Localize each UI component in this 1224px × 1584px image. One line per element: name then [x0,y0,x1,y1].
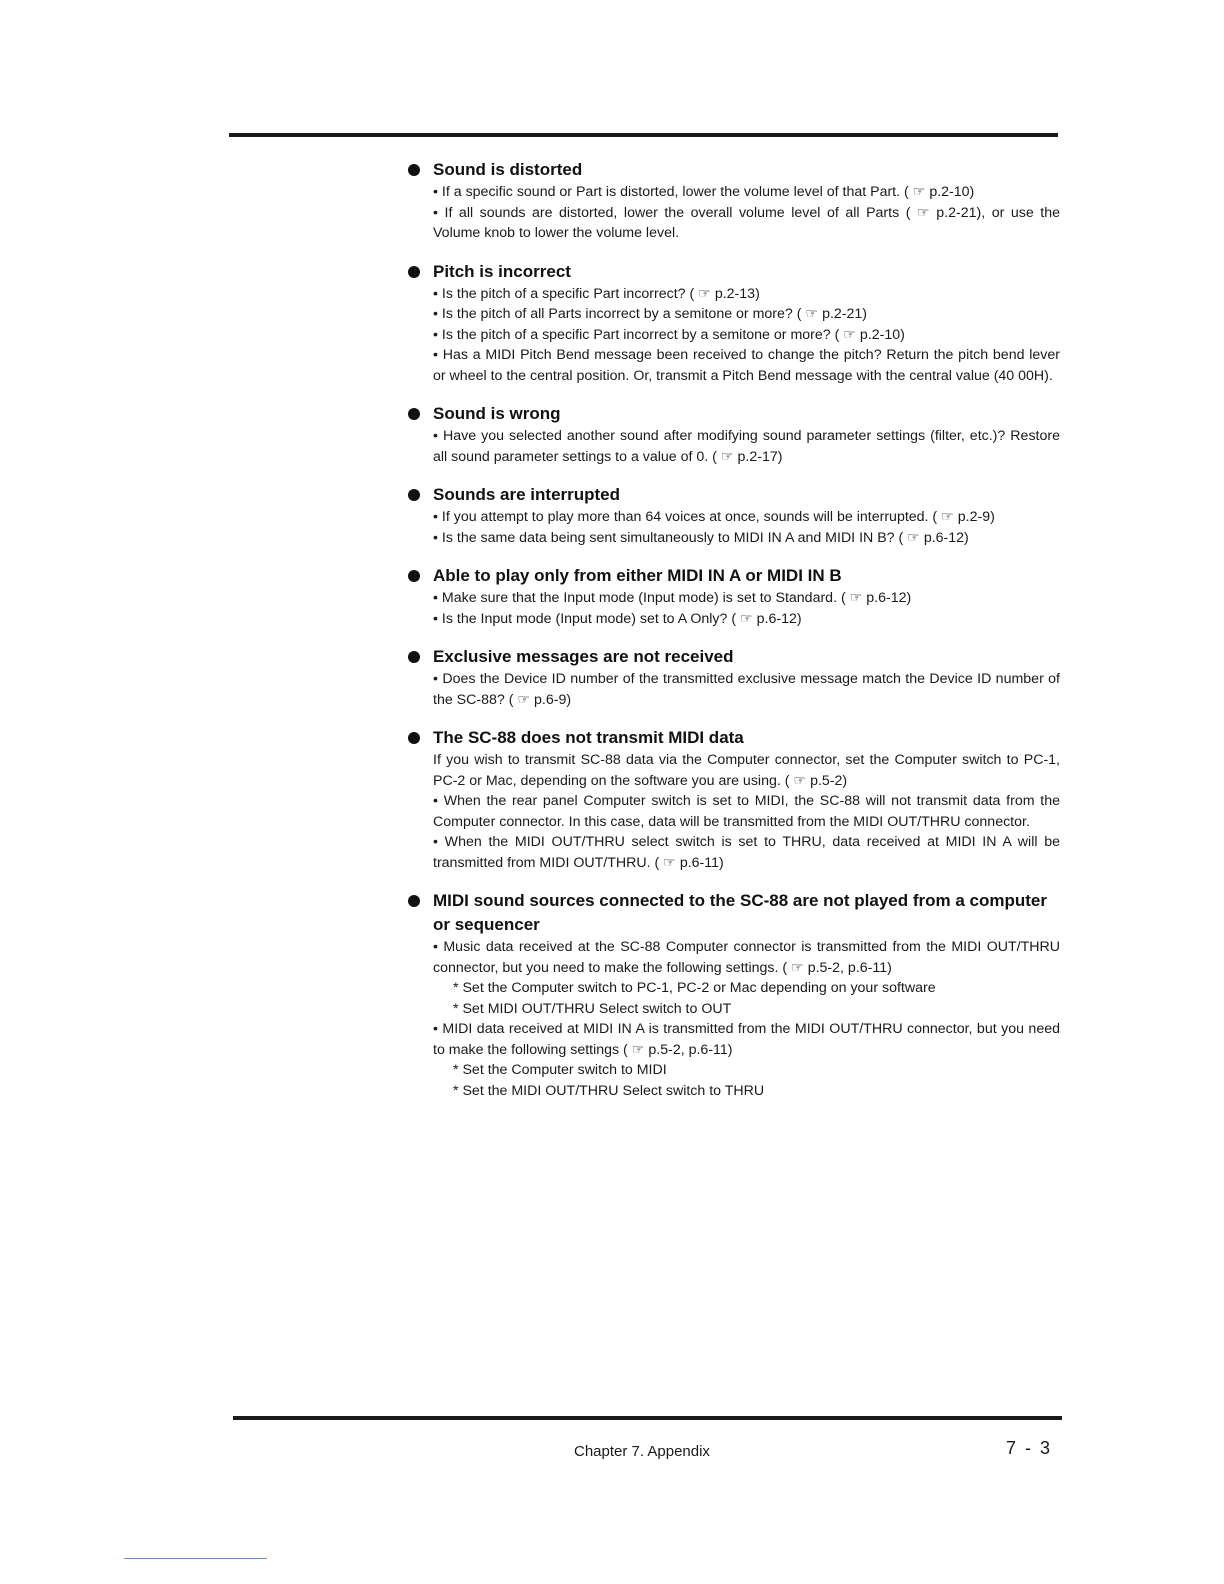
setting-step: * Set the Computer switch to PC-1, PC-2 or Mac depending on your software [453,980,936,996]
section-bullet-icon [408,408,420,420]
section-heading: Pitch is incorrect [433,261,571,281]
troubleshooting-section [408,260,1060,387]
section-body [433,669,1060,710]
section-bullet-icon [408,732,420,744]
troubleshooting-section [408,402,1060,467]
bullet-item: • Is the same data being sent simultaneously to MIDI IN A and MIDI IN B? ( ☞ p.6-12) [433,529,969,546]
troubleshooting-section [408,483,1060,548]
bullet-item: • Does the Device ID number of the transmitted exclusive message match the Device ID number of the SC-88? ( ☞ p.6-9) [433,671,1060,708]
bullet-item: • Has a MIDI Pitch Bend message been received to change the pitch? Return the pitch bend lever or wheel to the central position. Or, transmit a Pitch Bend message with the central value (40 00H). [433,347,1060,384]
setting-step: * Set the MIDI OUT/THRU Select switch to THRU [453,1082,765,1099]
section-bullet-icon [408,570,420,582]
section-body [433,182,1060,244]
bullet-item: • If you attempt to play more than 64 voices at once, sounds will be interrupted. ( ☞ p.2-9) [433,509,995,525]
section-heading: Sound is wrong [433,404,561,423]
troubleshooting-section [408,889,1060,1101]
section-bullet-icon [408,164,420,176]
bullet-item: • Make sure that the Input mode (Input mode) is set to Standard. ( ☞ p.6-12) [433,590,912,606]
section-body [433,588,1060,629]
troubleshooting-content [408,158,1060,1117]
bullet-item: • When the MIDI OUT/THRU select switch is set to THRU, data received at MIDI IN A will be transmitted from MIDI OUT/THRU. ( ☞ p.6-11) [433,834,1060,871]
page-number: 7 - 3 [1006,1438,1053,1458]
troubleshooting-section [408,564,1060,629]
setting-step: * Set the Computer switch to MIDI [453,1062,667,1078]
section-body [433,750,1060,873]
bullet-item: • Is the pitch of a specific Part incorrect? ( ☞ p.2-13) [433,285,760,302]
section-body [433,426,1060,467]
section-body [433,937,1060,1101]
section-bullet-icon [408,489,420,501]
bullet-item: • When the rear panel Computer switch is set to MIDI, the SC-88 will not transmit data from the Computer connector. In this case, data will be transmitted from the MIDI OUT/THRU connector. [433,793,1060,830]
section-bullet-icon [408,651,420,663]
section-heading: Sound is distorted [433,160,583,179]
paragraph: If you wish to transmit SC-88 data via the Computer connector, set the Computer switch to PC-1, PC-2 or Mac, depending on the software you are using. ( ☞ p.5-2) [433,752,1060,789]
bullet-item: • If a specific sound or Part is distorted, lower the volume level of that Part. ( ☞ p.2-10) [433,184,975,200]
section-heading: MIDI sound sources connected to the SC-88 are not played from a computer or sequencer [433,891,1048,934]
section-heading: Sounds are interrupted [433,485,621,504]
bullet-item: • Music data received at the SC-88 Computer connector is transmitted from the MIDI OUT/THRU connector, but you need to make the following settings. ( ☞ p.5-2, p.6-11) [433,939,1060,976]
setting-step: * Set MIDI OUT/THRU Select switch to OUT [453,1000,732,1017]
bottom-rule [233,1416,1062,1420]
bullet-item: • Is the pitch of a specific Part incorrect by a semitone or more? ( ☞ p.2-10) [433,326,905,343]
section-heading: Exclusive messages are not received [433,647,734,666]
footer-chapter-title: Chapter 7. Appendix [574,1443,710,1460]
bullet-item: • MIDI data received at MIDI IN A is transmitted from the MIDI OUT/THRU connector, but you need to make the following settings ( ☞ p.5-2, p.6-11) [433,1021,1060,1058]
section-body [433,507,1060,548]
section-heading: The SC-88 does not transmit MIDI data [433,728,744,747]
section-body [433,284,1060,387]
section-heading: Able to play only from either MIDI IN A or MIDI IN B [433,566,842,585]
bullet-item: • Is the Input mode (Input mode) set to A Only? ( ☞ p.6-12) [433,610,802,627]
section-bullet-icon [408,266,420,278]
scan-artifact-line [124,1558,267,1559]
troubleshooting-section [408,645,1060,710]
bullet-item: • Is the pitch of all Parts incorrect by a semitone or more? ( ☞ p.2-21) [433,306,868,322]
bullet-item: • If all sounds are distorted, lower the overall volume level of all Parts ( ☞ p.2-21), or use the Volume knob to lower the volume level. [433,204,1060,241]
section-bullet-icon [408,895,420,907]
troubleshooting-section [408,158,1060,244]
top-rule [229,133,1058,137]
bullet-item: • Have you selected another sound after modifying sound parameter settings (filter, etc.)? Restore all sound parameter settings to a value of 0. ( ☞ p.2-17) [433,428,1060,465]
troubleshooting-section [408,726,1060,873]
